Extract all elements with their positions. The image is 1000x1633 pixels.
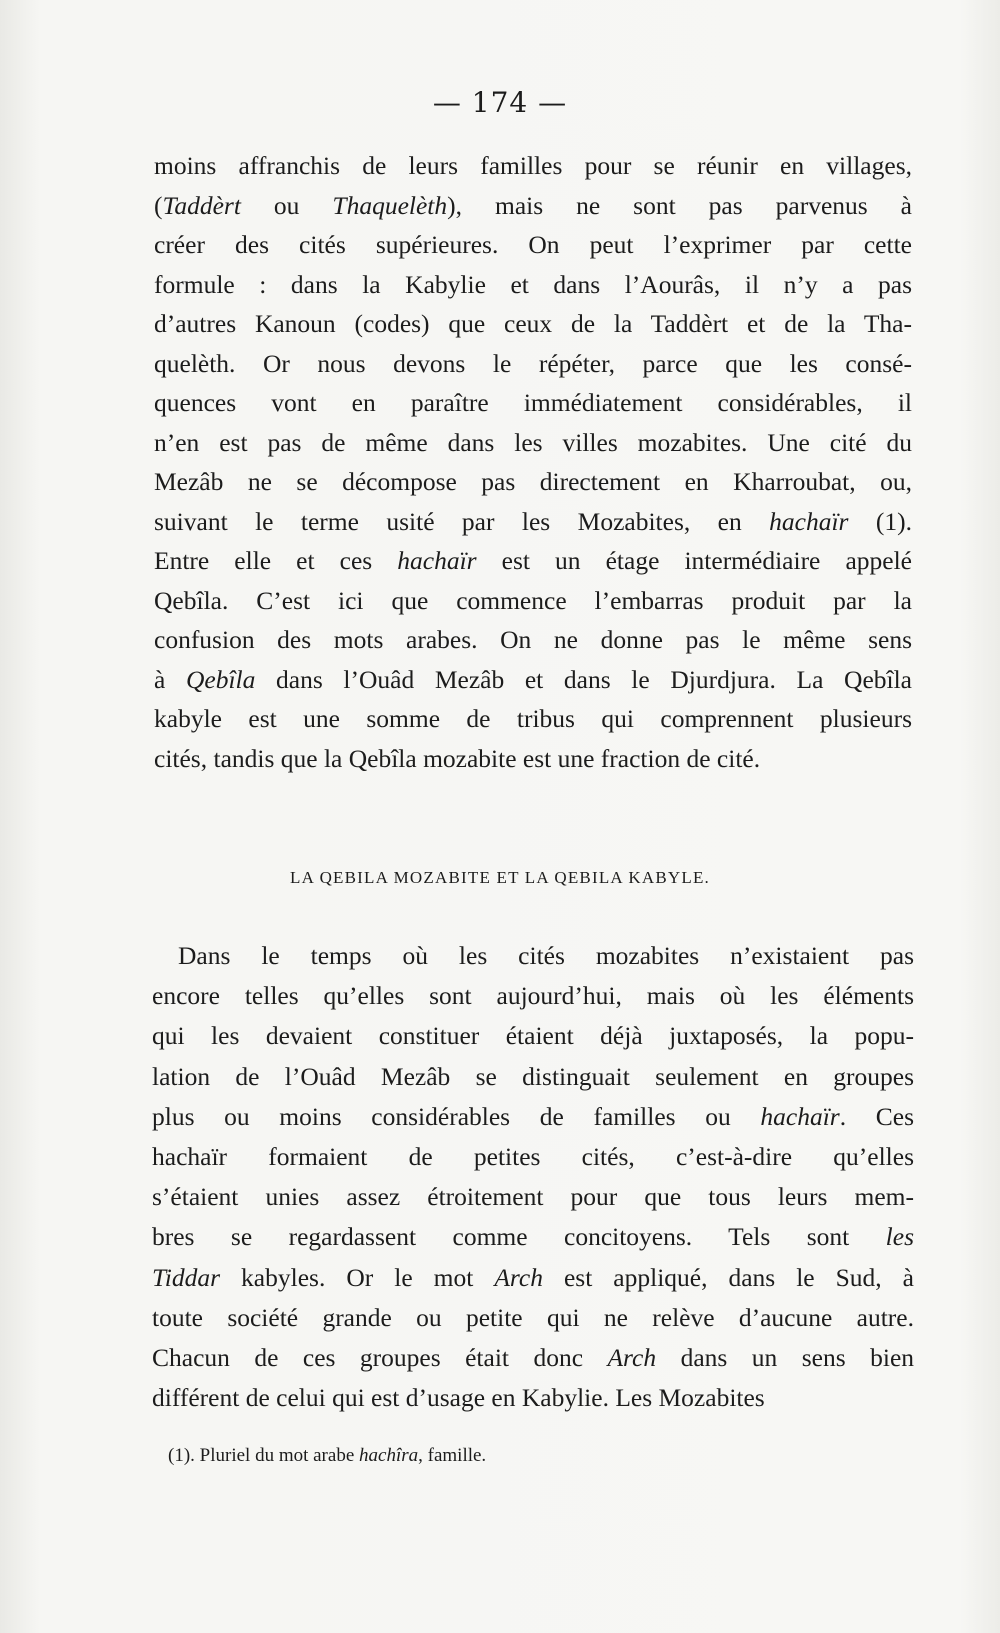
italic-term: Arch <box>494 1262 543 1292</box>
text-line: créer des cités supérieures. On peut l’exprimer par cette <box>154 230 912 259</box>
page-number: — 174 — <box>432 86 568 119</box>
text-line: différent de celui qui est d’usage en Kabylie. Les Mozabites <box>152 1383 765 1413</box>
text-line: d’autres Kanoun (codes) que ceux de la Taddèrt et de la Tha- <box>154 309 912 338</box>
text-line: hachaïr formaient de petites cités, c’est-à-dire qu’elles <box>152 1142 914 1172</box>
footnote: (1). Pluriel du mot arabe hachîra, famille. <box>168 1445 487 1466</box>
section-heading: LA QEBILA MOZABITE ET LA QEBILA KABYLE. <box>290 868 710 887</box>
text-line: kabyle est une somme de tribus qui comprennent plusieurs <box>154 704 912 733</box>
italic-term: Arch <box>607 1343 657 1373</box>
text-line: plus ou moins considérables de familles ou hachaïr. Ces <box>152 1101 915 1131</box>
italic-term: hachaïr <box>769 506 849 536</box>
text-line: lation de l’Ouâd Mezâb se distinguait seulement en groupes <box>152 1061 914 1091</box>
italic-term: hachaïr <box>760 1101 840 1131</box>
text-line: à Qebîla dans l’Ouâd Mezâb et dans le Djurdjura. La Qebîla <box>154 664 912 694</box>
text-line: Chacun de ces groupes était donc Arch dans un sens bien <box>152 1343 915 1373</box>
paragraph-2 <box>152 936 914 1418</box>
paragraph-1 <box>154 146 912 778</box>
italic-term: Tiddar <box>152 1262 221 1292</box>
italic-term: les <box>885 1222 914 1252</box>
text-line: formule : dans la Kabylie et dans l’Aourâs, il n’y a pas <box>154 269 912 299</box>
italic-term: Thaquelèth <box>332 190 448 220</box>
text-line: Tiddar kabyles. Or le mot Arch est appliqué, dans le Sud, à <box>152 1262 915 1292</box>
text-line: (Taddèrt ou Thaquelèth), mais ne sont pas parvenus à <box>154 190 913 220</box>
italic-term: Taddèrt <box>162 190 241 220</box>
text-line: quelèth. Or nous devons le répéter, parce que les consé- <box>154 348 912 378</box>
italic-term: hachaïr <box>397 546 477 575</box>
text-line: toute société grande ou petite qui ne relève d’aucune autre. <box>152 1302 914 1332</box>
text-line: confusion des mots arabes. On ne donne pas le même sens <box>154 625 912 654</box>
text-line: cités, tandis que la Qebîla mozabite est une fraction de cité. <box>154 743 761 773</box>
text-line: Entre elle et ces hachaïr est un étage intermédiaire appelé <box>154 546 912 575</box>
text-line: Dans le temps où les cités mozabites n’existaient pas <box>178 941 914 970</box>
text-line: moins affranchis de leurs familles pour se réunir en villages, <box>154 151 912 180</box>
text-line: encore telles qu’elles sont aujourd’hui, mais où les éléments <box>152 981 914 1011</box>
text-line: quences vont en paraître immédiatement considérables, il <box>154 388 912 417</box>
text-line: Qebîla. C’est ici que commence l’embarras produit par la <box>154 585 912 615</box>
text-line: n’en est pas de même dans les villes mozabites. Une cité du <box>154 427 912 457</box>
italic-term: Qebîla <box>185 664 256 694</box>
text-line: qui les devaient constituer étaient déjà juxtaposés, la popu- <box>152 1021 914 1051</box>
text-line: Mezâb ne se décompose pas directement en Kharroubat, ou, <box>154 467 912 496</box>
text-line: s’étaient unies assez étroitement pour que tous leurs mem- <box>152 1182 914 1212</box>
text-line: bres se regardassent comme concitoyens. Tels sont les <box>152 1222 914 1252</box>
text-line: suivant le terme usité par les Mozabites, en hachaïr (1). <box>154 506 913 536</box>
italic-term: hachîra <box>359 1445 419 1466</box>
